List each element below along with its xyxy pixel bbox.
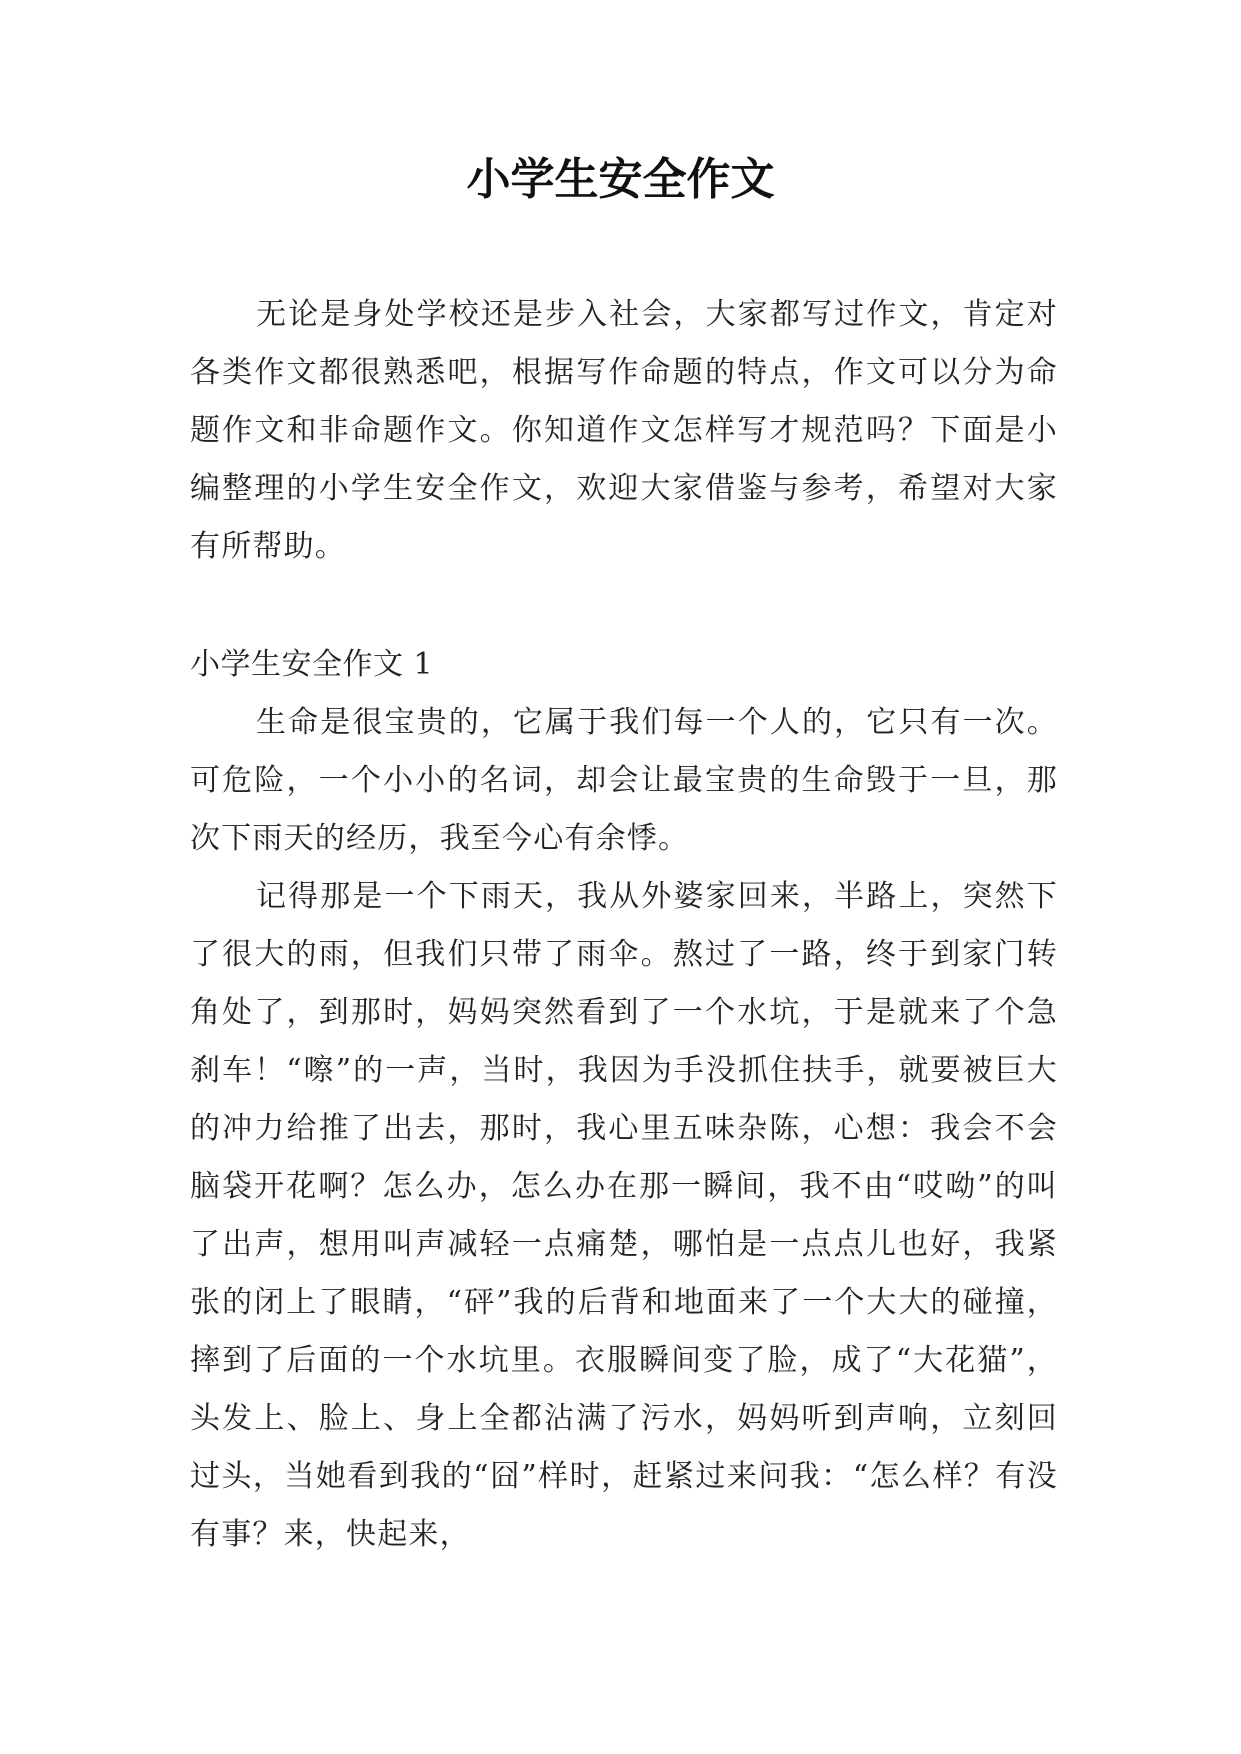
page-title: 小学生安全作文 bbox=[466, 154, 775, 205]
body-paragraph: 记得那是一个下雨天，我从外婆家回来，半路上，突然下了很大的雨，但我们只带了雨伞。熬过了一路，终于到家门转角处了，到那时，妈妈突然看到了一个水坑，于是就来了个急刹车！“嚓”的一声，当时，我因为手没抓住扶手，就要被巨大的冲力给推了出去，那时，我心里五味杂陈，心想：我会不会脑袋开花啊？怎么办，怎么办在那一瞬间，我不由“哎呦”的叫了出声，想用叫声减轻一点痛楚，哪怕是一点点儿也好，我紧张的闭上了眼睛，“砰”我的后背和地面来了一个大大的碰撞，摔到了后面的一个水坑里。衣服瞬间变了脸，成了“大花猫”，头发上、脸上、身上全都沾满了污水，妈妈听到声响，立刻回过头，当她看到我的“囧”样时，赶紧过来问我：“怎么样？有没有事？来，快起来， bbox=[190, 879, 1058, 1552]
body-paragraph: 生命是很宝贵的，它属于我们每一个人的，它只有一次。可危险，一个小小的名词，却会让最宝贵的生命毁于一旦，那次下雨天的经历，我至今心有余悸。 bbox=[190, 705, 1058, 856]
intro-paragraph: 无论是身处学校还是步入社会，大家都写过作文，肯定对各类作文都很熟悉吧，根据写作命题的特点，作文可以分为命题作文和非命题作文。你知道作文怎样写才规范吗？下面是小编整理的小学生安全作文，欢迎大家借鉴与参考，希望对大家有所帮助。 bbox=[190, 297, 1058, 564]
section-heading: 小学生安全作文 1 bbox=[190, 647, 434, 682]
